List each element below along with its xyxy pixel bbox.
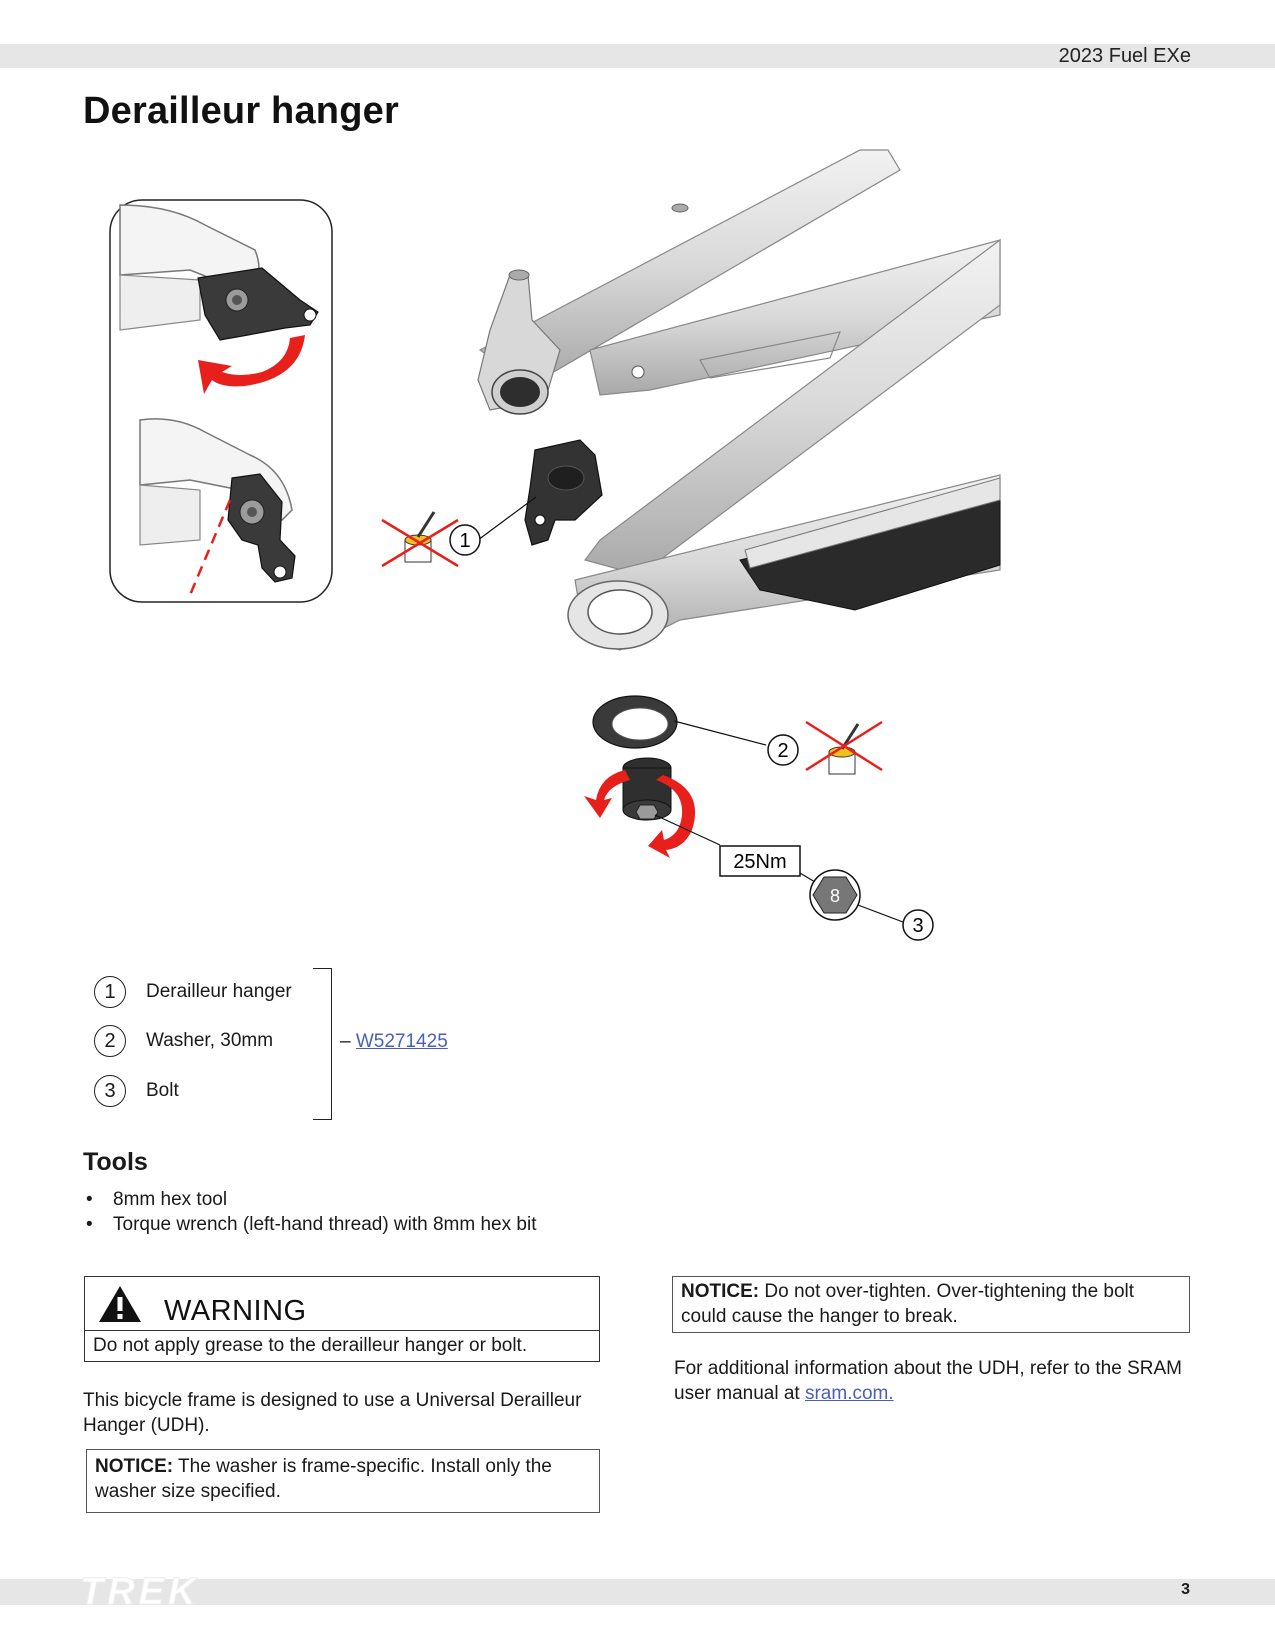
bolt-part <box>584 758 695 858</box>
torque-value: 25Nm <box>733 851 787 873</box>
legend-number: 3 <box>94 1075 126 1107</box>
no-grease-symbol-1 <box>382 512 458 566</box>
callout-3: 3 <box>912 915 924 937</box>
no-grease-symbol-2 <box>806 722 882 774</box>
warning-header <box>85 1277 599 1331</box>
warning-title: WARNING <box>164 1295 307 1327</box>
legend-bracket <box>313 968 332 1120</box>
legend-part-number <box>340 1031 448 1053</box>
notice-washer-box <box>86 1449 600 1513</box>
notice-label: NOTICE: <box>95 1456 174 1477</box>
washer-part <box>593 696 677 748</box>
callout-2: 2 <box>777 740 789 762</box>
part-number-link[interactable]: W5271425 <box>355 1031 448 1052</box>
warning-box <box>84 1276 600 1362</box>
sram-text: For additional information about the UDH, refer to the SRAM user manual at <box>674 1358 1182 1404</box>
brand-name: TREK <box>80 1574 200 1610</box>
warning-text: Do not apply grease to the derailleur hanger or bolt. <box>93 1335 528 1356</box>
derailleur-hanger-part <box>525 440 602 545</box>
frame-drawing <box>478 150 1000 650</box>
sram-paragraph <box>674 1356 1194 1406</box>
legend-number: 2 <box>94 1025 126 1057</box>
inset-detail-panel <box>110 200 332 602</box>
legend-label: Washer, 30mm <box>146 1030 274 1051</box>
list-item: • Torque wrench (left-hand thread) with 8mm hex bit <box>86 1212 536 1237</box>
legend-item <box>94 1074 179 1108</box>
tools-list <box>86 1187 536 1237</box>
udh-paragraph: This bicycle frame is designed to use a Universal Derailleur Hanger (UDH). <box>83 1390 582 1436</box>
trek-logo <box>70 1574 290 1610</box>
legend-item <box>94 1024 274 1058</box>
warning-triangle-icon <box>98 1285 142 1323</box>
list-item: • 8mm hex tool <box>86 1187 536 1212</box>
tools-heading: Tools <box>83 1148 148 1176</box>
page-number: 3 <box>1181 1581 1190 1598</box>
notice-text: Do not over-tighten. Over-tightening the bolt could cause the hanger to break. <box>681 1281 1135 1327</box>
exploded-view-diagram <box>0 140 1275 960</box>
legend-item <box>94 975 292 1009</box>
sram-link[interactable]: sram.com. <box>804 1383 894 1404</box>
legend-label: Derailleur hanger <box>146 981 292 1002</box>
legend-number: 1 <box>94 976 126 1008</box>
callout-1: 1 <box>459 530 471 552</box>
part-prefix: – <box>340 1031 351 1052</box>
page-title: Derailleur hanger <box>83 90 399 132</box>
hex-size: 8 <box>829 886 841 906</box>
legend-label: Bolt <box>146 1080 179 1101</box>
header-model-name: 2023 Fuel EXe <box>1058 45 1191 67</box>
notice-text: The washer is frame-specific. Install only the washer size specified. <box>95 1456 552 1502</box>
notice-tighten-box <box>672 1276 1190 1333</box>
notice-label: NOTICE: <box>681 1281 760 1302</box>
